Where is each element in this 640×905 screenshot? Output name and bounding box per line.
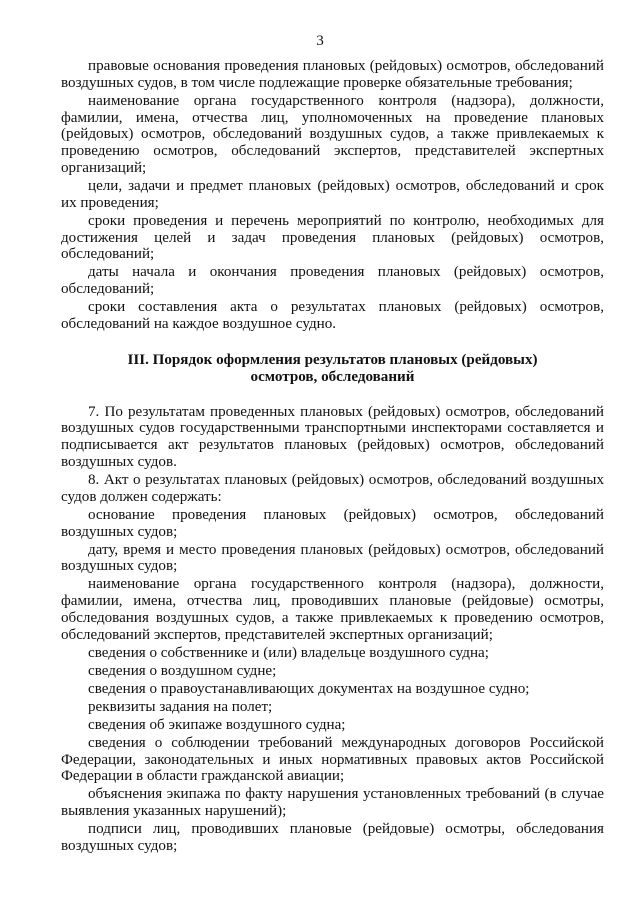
paragraph: цели, задачи и предмет плановых (рейдовых) осмотров, обследований и срок их проведения; bbox=[61, 177, 604, 211]
list-item: дату, время и место проведения плановых (рейдовых) осмотров, обследований воздушных судов; bbox=[61, 541, 604, 575]
paragraph: наименование органа государственного контроля (надзора), должности, фамилии, имена, отчества лиц, уполномоченных на проведение плановых (рейдовых) осмотров, обследований воздушных судов, а также привлекаемых к проведению осмотров, обследований экспертов, представителей экспертных организаций; bbox=[61, 92, 604, 176]
paragraph: правовые основания проведения плановых (рейдовых) осмотров, обследований воздушных судов, в том числе подлежащие проверке обязательные требования; bbox=[61, 58, 604, 91]
section-heading: III. Порядок оформления результатов плановых (рейдовых) осмотров, обследований bbox=[127, 351, 538, 385]
list-item: сведения о собственнике и (или) владельце воздушного судна; bbox=[88, 644, 489, 661]
paragraph: 8. Акт о результатах плановых (рейдовых) осмотров, обследований воздушных судов должен содержать: bbox=[61, 472, 604, 505]
list-item: сведения о воздушном судне; bbox=[88, 662, 277, 679]
paragraph: сроки проведения и перечень мероприятий по контролю, необходимых для достижения целей и задач проведения плановых (рейдовых) осмотров, обследований; bbox=[61, 212, 604, 263]
document-body bbox=[61, 58, 604, 856]
list-item: сведения о соблюдении требований международных договоров Российской Федерации, законодательных и иных нормативных правовых актов Российской Федерации в области гражданской авиации; bbox=[61, 734, 604, 785]
list-item: сведения о правоустанавливающих документах на воздушное судно; bbox=[88, 680, 530, 697]
list-item: объяснения экипажа по факту нарушения установленных требований (в случае выявления указанных нарушений); bbox=[61, 786, 604, 820]
list-item: основание проведения плановых (рейдовых) осмотров, обследований воздушных судов; bbox=[61, 506, 604, 540]
paragraph: сроки составления акта о результатах плановых (рейдовых) осмотров, обследований на каждое воздушное судно. bbox=[61, 299, 604, 332]
list-item: реквизиты задания на полет; bbox=[88, 698, 273, 715]
paragraph: 7. По результатам проведенных плановых (рейдовых) осмотров, обследований воздушных судов государственными транспортными инспекторами составляется и подписывается акт результатов плановых (рейдовых) осмотров, обследований воздушных судов. bbox=[61, 403, 604, 471]
list-item: подписи лиц, проводивших плановые (рейдовые) осмотры, обследования воздушных судов; bbox=[61, 821, 604, 854]
list-item: наименование органа государственного контроля (надзора), должности, фамилии, имена, отчества лиц, проводивших плановые (рейдовые) осмотры, обследования воздушных судов, а также привлекаемых к проведению осмотров, обследований экспертов, представителей экспертных организаций; bbox=[61, 576, 604, 643]
list-item: сведения об экипаже воздушного судна; bbox=[88, 716, 346, 733]
paragraph: даты начала и окончания проведения плановых (рейдовых) осмотров, обследований; bbox=[61, 264, 604, 298]
page-number: 3 bbox=[316, 33, 324, 49]
